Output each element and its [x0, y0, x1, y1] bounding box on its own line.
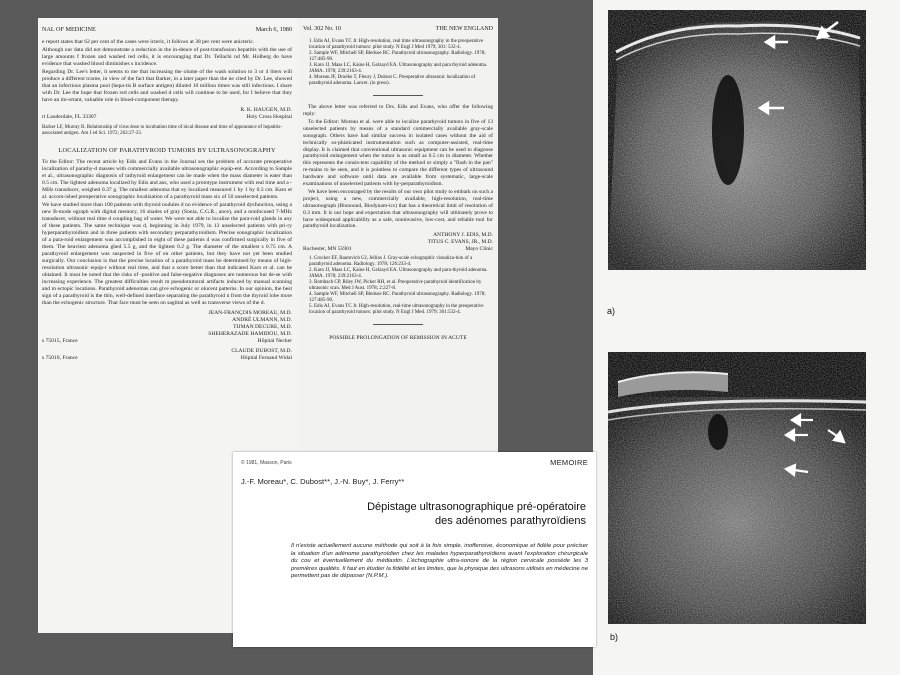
signature-place: s 75015, France	[42, 338, 78, 344]
title-line: Dépistage ultrasonographique pré-opératoire	[367, 501, 586, 513]
paragraph: We have been encouraged by the results of our own pilot study to embark on such a project, using a new, commercially available, high-resolution, real-time ultrasonograph (Bionound, Biodynam-ics) that has a theoretical limit of resolution of 0.3 mm. It is our hope and expectation that ultrasonography will ultimately prove to have widespread applicability as a safe, noninvasive, low-cost, and reliable tool for parathyroid localization.	[303, 189, 493, 230]
ultrasound-image-b	[608, 352, 866, 624]
running-head	[303, 26, 493, 33]
signature-name: SHEHERAZADE HAMIDOU, M.D.	[208, 331, 292, 337]
reference: Barker LF, Murray R. Relationship of virus dose to incubation time of nical disease and time of appearance of hepatitis-associated antigen. Am J ed Sci. 1972; 263:27-33.	[42, 125, 282, 136]
signature-affiliation	[42, 114, 292, 121]
running-head-volume: Vol. 302 No. 10	[303, 26, 342, 32]
signature-name: CLAUDE DUBOST, M.D.	[231, 348, 292, 354]
paragraph: To the Editor: Moreau et al. were able to localize parathyroid tumors in five of 13 unselected patients by means of a standard commercially available gray-scale sonograph. Others have had similar success in isolated cases without the aid of technically so-phisticated instrumentation such as computer-assisted, real-time display. It is claimed that conventional ultrasonic equipment can be used to diagnose parathyroid enlargement when the tumor is as small as 0.5 cm in diameter. Whether this represents the consis-tent capability of the method or simply a "flash in the pan" re-mains to be seen, and it is pointless to compare the different types of ultrasound hardware and software until data are available from systematic, large-scale examinations of unselected patients with hy-perparathyroidism.	[303, 119, 493, 187]
signature-name: JEAN-FRANÇOIS MOREAU, M.D.	[208, 310, 292, 316]
authors-line: J.-F. Moreau*, C. Dubost**, J.-N. Buy*, J. Ferry**	[241, 477, 405, 486]
signature-affiliation	[42, 338, 292, 345]
signature-place: Rochester, MN 55901	[303, 245, 352, 252]
next-article-heading: POSSIBLE PROLONGATION OF REMISSION IN ACUTE	[329, 334, 467, 341]
reference: 3. Bombach CP, Riley JW, Picker RH, et al. Preoperative parathyroid identification by ultrasonic scan. Med J Aust. 1978; 2:227-8.	[309, 279, 482, 291]
paragraph: We have studied more than 100 patients with thyroid nodules d no evidence of parathyroid dysfunction, using a new B-mode ograph with digital memory, 16 shades of gray (Sonia, C.G.R., ance), and a nonfocused 7-MHz transducer, without real time d coupling bag of water. We were not able to localize the para-roid glands in any of these patients. The same technique was d, beginning in July 1979, in 13 unselected patients with pri-ry hyperparathyroidism and in three patients with secondary perparathyroidism. Precise sonographic localization of a para-roid enlargement was accomplished in eight of these patients d was confirmed surgically in five of them. The beaviest adenoma ghed 5.5 g, and the lightest 0.2 g. The diameter of the smallest s 0.75 cm. A parathyroid enlargement was suspected in five of en other patients, but they have not yet been studied surgically. Our conclusion is that the precise location of a parathyroid mass be determined by means of high-resolution ultrasonic equip-t without real time, and that a score better than that indicated Karo et al. can be obtained. It must be noted that the risks of -positive and false-negative diagnoses are numerous but de-se with increasing experience. The greatest difficulties result m pseudotumoral artifacts induced by manual scanning and m ectopic locations. Parathyroid adenomas can give echogenic or olucent patterns. In our opinion, the best sign of a parathyroid is the thin, well-defined interface separating the parathyroid n from the thyroid lobe more than the echogenic structure. That face must be seen on sagittal as well as transverse views of the d.	[42, 202, 292, 306]
ultrasound-image-a	[608, 10, 866, 270]
section-label: MEMOIRE	[550, 458, 588, 467]
journal-page-right	[298, 18, 498, 462]
signature-affiliation	[303, 246, 493, 253]
running-head-journal: NAL OF MEDICINE	[42, 26, 96, 33]
reference: 3. Karo JJ, Maas LC, Kaine H, Gelzayd EA. Ultrasonography and para thyroid adenoma. JAMA. 1978; 239:2163-4.	[309, 62, 488, 74]
signature-institution: Mayo Clinic	[465, 245, 493, 252]
paragraph: To the Editor: The recent article by Edis and Evans in the Journal ses the problem of accurate preoperative localization of parathy-d masses with commercially available ultrasonographic equip-ent. According to Sample et al., ultrasonographic diagnosis of rathyroid enlargement can be made when the mass diameter is eater than 0.5 cm. The lightest adenoma localized by Edis and ans, who used a prototype instrument with real time and a -MHz transducer, weighed 0.37 g. The smallest adenoma that ey localized measured 1 by 1 by 0.3 cm. Karo et al. accom-ished preoperative sonographic localization of a parathyroid mass six of 50 unselected patients.	[42, 159, 292, 200]
reference: 2. Sample WF, Mitchell SP, Bledsoe RC. Parathyroid ultrasonography. Radiology. 1978; 127:485-90.	[309, 50, 486, 62]
reference: 1. Edis AJ, Evans TC Jr. High-resolution, real time ultrasonography in the preoperative location of parathyroid tumors: pilot study. N Engl J Med 1979; 301: 532-4.	[309, 38, 484, 50]
figure-label-b: b)	[610, 632, 619, 642]
signature-block	[303, 232, 493, 246]
article-heading: LOCALIZATION OF PARATHYROID TUMORS BY ULTRASONOGRAPHY	[58, 147, 276, 154]
divider	[373, 324, 423, 325]
signature-affiliation	[42, 355, 292, 362]
running-head-journal: THE NEW ENGLAND	[435, 26, 493, 32]
figure-label-a: a)	[607, 306, 616, 316]
reference-list	[303, 256, 493, 316]
abstract: Il n'existe actuellement aucune méthode qui soit à la fois simple, inoffensive, économique et fidèle pour préciser la situation d'un adénome parathyroïdien chez les malades hyperparathyroïdiens avant l'exploration chirurgicale du cou et éventuellement du médiastin. L'échographie ultra-sonore de la région cervicale possède les 3 premières qualités. Il faut en étudier la fidélité et les limites, que la physique des ultrasons utilisés en médecine ne permettent pas de dépasser (N.P.M.).	[291, 543, 588, 580]
reference: 2. Karo JJ, Maas LC, Kaine H, Gelzayd EA. Ultrasonography and para-thyroid adenoma. JAMA. 1978; 239:2163-4.	[309, 267, 488, 279]
signature-place: s 75010, France	[42, 355, 78, 361]
french-article-page	[233, 452, 596, 647]
ultrasound-scan-b	[608, 352, 866, 624]
signature-institution: Hôpital Necker	[257, 338, 292, 344]
signature-institution: Hôpital Fernand Widal	[240, 355, 292, 361]
signature-institution: Holy Cross Hospital	[246, 114, 292, 120]
signature-block	[42, 310, 292, 338]
reference: 5. Edis AJ, Evans TC Jr. High-resolution, real-time ultrasonography in the preoperative location of parathyroid tumors: pilot study. N Engl J Med. 1979; 301:532-4.	[309, 303, 484, 315]
signature-name: TIJMAN DECURE, M.D.	[233, 324, 292, 330]
title-line: des adénomes parathyroïdiens	[434, 515, 586, 527]
signature-place: rt Lauderdale, FL 33307	[42, 114, 97, 120]
divider	[373, 95, 423, 96]
signature-name: ANTHONY J. EDIS, M.D.	[433, 232, 493, 239]
article-header	[241, 458, 588, 467]
reference: 4. Sample WF, Mitchell SP, Bledsoe RC. Parathyroid ultrasonography. Radiology. 1978; 127:485-90.	[309, 291, 486, 303]
paragraph: Although our data did not demonstrate a reduction in the in-dence of post-transfusion hepatitis with the use of large amounts f frozen and washed red cells, it is encouraging that Dr. Tellachi nd Mr. Holberg do have evidence that washed blood diminishes s incidence.	[42, 47, 292, 67]
reference-list	[303, 39, 493, 87]
reference: 1. Crocker EF, Bautovich GJ, Jellins J. Gray-scale echographic visualiza-tion of a parathyroid adenoma. Radiology. 1978; 126:233-4.	[309, 255, 473, 267]
running-head-date: March 6, 1980	[255, 26, 292, 33]
signature-name: ANDRÉ ULMANN, M.D.	[232, 317, 292, 323]
reference: 4. Moreau JF, Druéke T, Fleury J, Dubost C. Preoperative ultrasonic localization of parathyroid adenoma. Lancet. (in press).	[309, 74, 476, 86]
paragraph: e report states that 62 per cent of the cases were icteric, it follows at 38 per cent were anicteric.	[42, 39, 255, 45]
running-head	[42, 26, 292, 33]
article-title	[241, 500, 588, 528]
paragraph: The above letter was referred to Drs. Edis and Evans, who offer the following reply:	[303, 103, 493, 117]
signature-name: TITUS C. EVANS, JR., M.D.	[427, 238, 493, 245]
signature-name: R. K. HAUGEN, M.D.	[240, 107, 292, 113]
copyright-line: © 1981, Masson, Paris	[241, 459, 292, 466]
paragraph: Regarding Dr. Lee's letter, it seems to me that increasing the olume of the wash solution to 3 or 4 liters will produce a different tcome, in view of the fact that Barker, in a later paper than the ne cited by Dr. Lee, showed that an infectious plasma pool (hepa-tis B surface antigen) diluted 10 million times was still infectious. I share with Dr. Lee the hope that frozen red cells and washed d cells will continue to be used, for I believe that they have an im-ortant, valuable role in blood-component therapy.	[42, 69, 292, 103]
ultrasound-scan-a	[608, 10, 866, 270]
